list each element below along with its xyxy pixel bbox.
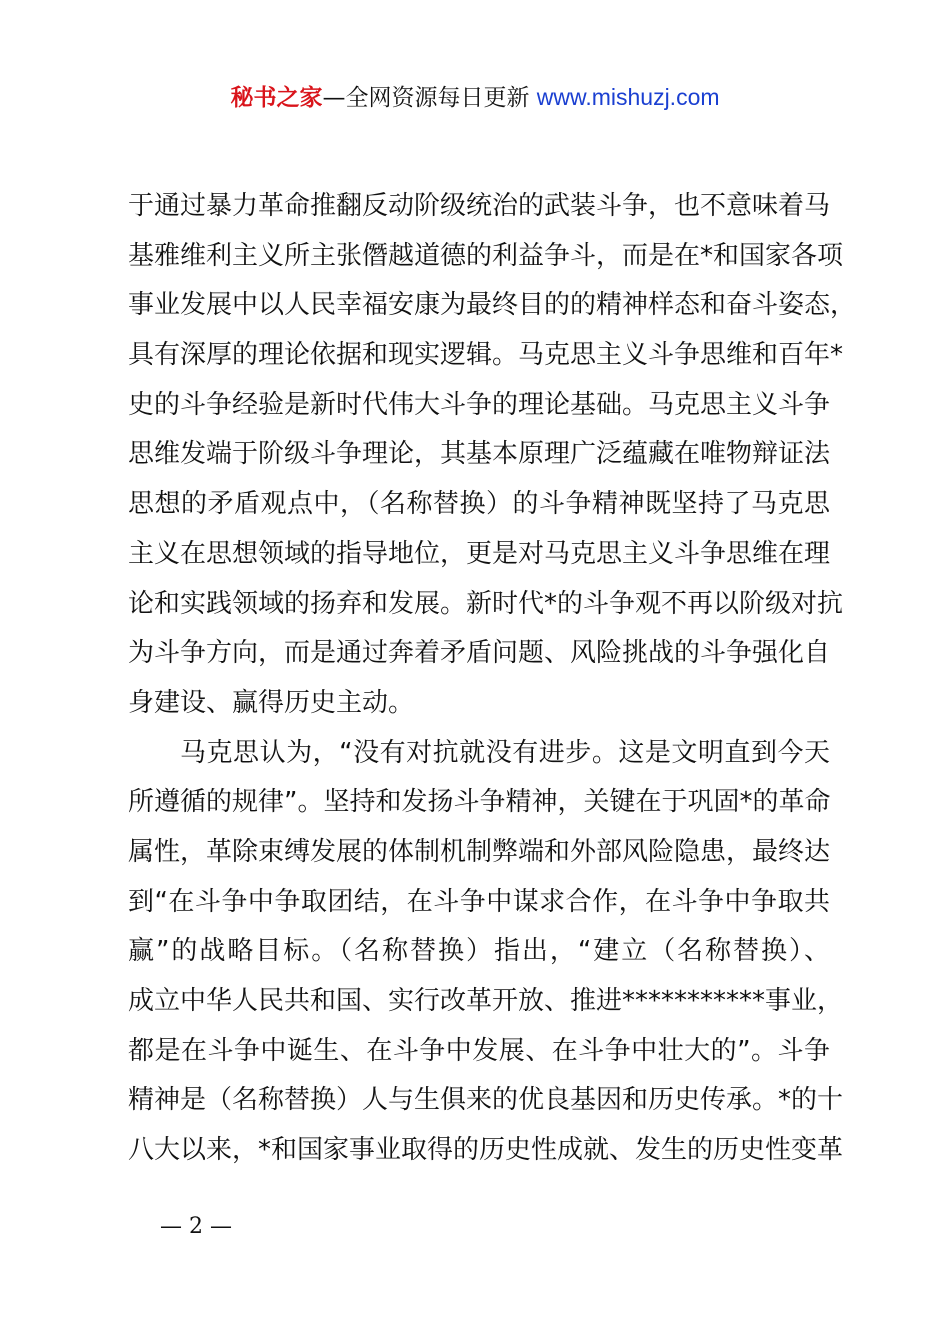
text-line: 事业发展中以人民幸福安康为最终目的的精神样态和奋斗姿态， <box>128 290 857 321</box>
text-line: 思想的矛盾观点中，（名称替换）的斗争精神既坚持了马克思 <box>128 489 830 520</box>
site-header <box>0 80 950 115</box>
page-number: — 2 — <box>160 1214 232 1239</box>
site-tagline: —全网资源每日更新 <box>322 85 530 111</box>
text-line: 所遵循的规律”。坚持和发扬斗争精神，关键在于巩固*的革命 <box>128 787 831 818</box>
text-line: 史的斗争经验是新时代伟大斗争的理论基础。马克思主义斗争 <box>128 389 831 420</box>
text-line: 具有深厚的理论依据和现实逻辑。马克思主义斗争思维和百年* <box>128 340 844 371</box>
text-line: 主义在思想领域的指导地位，更是对马克思主义斗争思维在理 <box>128 538 831 569</box>
text-line: 思维发端于阶级斗争理论，其基本原理广泛蕴藏在唯物辩证法 <box>128 439 831 470</box>
text-line: 基雅维利主义所主张僭越道德的利益争斗，而是在*和国家各项 <box>128 240 844 271</box>
text-line: 都是在斗争中诞生、在斗争中发展、在斗争中壮大的”。斗争 <box>128 1035 830 1066</box>
text-line: 八大以来，*和国家事业取得的历史性成就、发生的历史性变革 <box>128 1135 844 1166</box>
paragraph-2 <box>128 729 844 1176</box>
site-brand: 秘书之家 <box>230 85 323 111</box>
paragraph-1 <box>128 182 857 729</box>
document-body <box>128 182 857 1176</box>
text-line: 到“在斗争中争取团结，在斗争中谋求合作，在斗争中争取共 <box>128 886 830 917</box>
text-line: 赢”的战略目标。（名称替换）指出，“建立（名称替换）、 <box>128 936 830 967</box>
text-line: 属性，革除束缚发展的体制机制弊端和外部风险隐患，最终达 <box>128 836 831 867</box>
text-line: 于通过暴力革命推翻反动阶级统治的武装斗争，也不意味着马 <box>128 191 831 221</box>
text-line: 精神是（名称替换）人与生俱来的优良基因和历史传承。*的十 <box>128 1085 844 1116</box>
text-line: 身建设、赢得历史主动。 <box>128 687 415 718</box>
text-line: 论和实践领域的扬弃和发展。新时代*的斗争观不再以阶级对抗 <box>128 588 844 619</box>
text-line: 马克思认为，“没有对抗就没有进步。这是文明直到今天 <box>180 737 830 768</box>
text-line: 成立中华人民共和国、实行改革开放、推进***********事业， <box>128 986 844 1016</box>
text-line: 为斗争方向，而是通过奔着矛盾问题、风险挑战的斗争强化自 <box>128 638 831 669</box>
site-url-link[interactable]: www.mishuzj.com <box>536 84 720 110</box>
